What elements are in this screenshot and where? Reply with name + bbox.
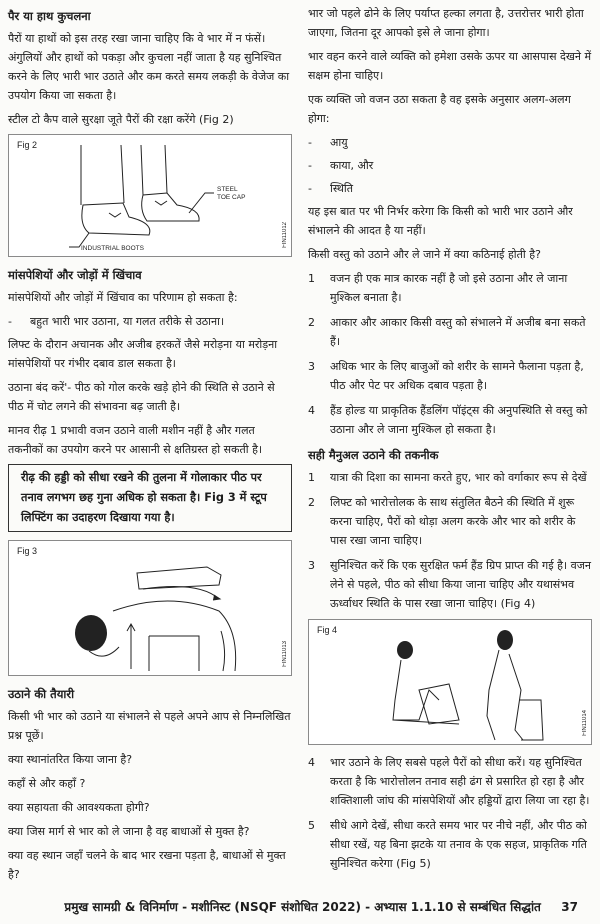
question: क्या स्थानांतरित किया जाना है? bbox=[8, 753, 133, 766]
para-crushing: पैरों या हाथों को इस तरह रखा जाना चाहिए कि वे भार में न फंसें। अंगुलियों और हाथों को पकड़ा और कुचला नहीं जाता है यह सुनिश्चित करने के लिए भारी भार उठाते और कम करते समय लकड़ी के वेजेज का उपयोग किया जा सकता है। bbox=[8, 32, 290, 102]
numbered-item: 3 अधिक भार के लिए बाजुओं को शरीर के सामने फैलाना पड़ता है, पीठ और पेट पर अधिक दबाव पड़ता है। bbox=[308, 360, 584, 392]
para-see: भार वहन करने वाले व्यक्ति को हमेशा उसके ऊपर या आसपास देखने में सक्षम होना चाहिए। bbox=[308, 50, 592, 82]
figure-label: Fig 4 bbox=[317, 625, 338, 635]
figure-code: FIN11013 bbox=[282, 641, 288, 667]
page-number: 37 bbox=[561, 900, 578, 914]
para-habit: यह इस बात पर भी निर्भर करेगा कि किसी को भारी भार उठाने और संभालने की आदत है या नहीं। bbox=[308, 205, 573, 237]
numbered-item: 1 वजन ही एक मात्र कारक नहीं है जो इसे उठाना और ले जाना मुश्किल बनाता है। bbox=[308, 272, 568, 304]
numbered-item: 3 सुनिश्चित करें कि एक सुरक्षित फर्म हैंड ग्रिप प्राप्त की गई है। वजन लेने से पहले, पीठ को सीधा किया जाना चाहिए और यथासंभव ऊर्ध्वाधर स्थिति के पास रखा जाना चाहिए। (Fig 4) bbox=[308, 559, 591, 610]
boots-illustration bbox=[9, 135, 291, 256]
figure-label: Fig 3 bbox=[17, 546, 38, 556]
para-twist: लिफ्ट के दौरान अचानक और अजीब हरकतें जैसे मरोड़ना या मरोड़ना मांसपेशियों पर गंभीर दबाव डाल सकता है। bbox=[8, 338, 278, 370]
numbered-item: 5 सीधे आगे देखें, सीधा करते समय भार पर नीचे नहीं, और पीठ को सीधा रखें, यह बिना झटके या तनाव के एक सहज, प्राकृतिक गति सुनिश्चित करेगा (Fig 5) bbox=[308, 819, 587, 870]
para-strain: मांसपेशियों और जोड़ों में खिंचाव का परिणाम हो सकता है: bbox=[8, 291, 238, 304]
footer-title: प्रमुख सामग्री & विनिर्माण - मशीनिस्ट (NSQF संशोधित 2022) - अभ्यास 1.1.10 से सम्बंधित सिद्धांत bbox=[64, 900, 541, 914]
figure-code: FIN11014 bbox=[582, 710, 588, 736]
list-item: - आयु bbox=[308, 136, 348, 149]
correct-lifting-illustration bbox=[309, 620, 591, 744]
para-vary: एक व्यक्ति जो वजन उठा सकता है वह इसके अनुसार अलग-अलग होगा: bbox=[308, 93, 571, 125]
page-footer bbox=[0, 889, 600, 924]
numbered-item: 2 आकार और आकार किसी वस्तु को संभालने में अजीब बना सकते हैं। bbox=[308, 316, 586, 348]
figure-3-stoop-lifting bbox=[8, 540, 292, 676]
numbered-item: 2 लिफ्ट को भारोत्तोलक के साथ संतुलित बैठने की स्थिति में शुरू करना चाहिए, पैरों को थोड़ा अलग करके और भार को शरीर के पास रखा जाना चाहिए। bbox=[308, 496, 576, 547]
figure-4-correct-lifting bbox=[308, 619, 592, 745]
para-difficulty: किसी वस्तु को उठाने और ले जाने में क्या कठिनाई होती है? bbox=[308, 248, 541, 261]
question: क्या वह स्थान जहाँ चलने के बाद भार रखना पड़ता है, बाधाओं से मुक्त है? bbox=[8, 849, 286, 881]
label-toe-cap: TOE CAP bbox=[217, 194, 246, 201]
stoop-lifting-illustration bbox=[9, 541, 291, 675]
numbered-item: 4 हैंड होल्ड या प्राकृतिक हैंडलिंग पॉइंट्स की अनुपस्थिति से वस्तु को उठाना और ले जाना मुश्किल हो सकता है। bbox=[308, 404, 588, 436]
para-stop: उठाना बंद करें'- पीठ को गोल करके खड़े होने की स्थिति से उठाने से पीठ में चोट लगने की संभावना बढ़ जाती है। bbox=[8, 381, 275, 413]
heading-preparation: उठाने की तैयारी bbox=[8, 687, 75, 701]
list-item: - स्थिति bbox=[308, 182, 354, 195]
question: क्या सहायता की आवश्यकता होगी? bbox=[8, 801, 150, 814]
list-item: - काया, और bbox=[308, 159, 374, 172]
figure-label: Fig 2 bbox=[17, 140, 38, 150]
heading-crushing: पैर या हाथ कुचलना bbox=[8, 9, 91, 23]
numbered-item: 1 यात्रा की दिशा का सामना करते हुए, भार को वर्गाकार रूप से देखें bbox=[308, 471, 587, 484]
para-preparation: किसी भी भार को उठाने या संभालने से पहले अपने आप से निम्नलिखित प्रश्न पूछें। bbox=[8, 710, 291, 742]
question: कहाँ से और कहाँ ? bbox=[8, 777, 86, 790]
right-column bbox=[308, 4, 592, 889]
heading-strain: मांसपेशियों और जोड़ों में खिंचाव bbox=[8, 268, 142, 282]
para-heavier: भार जो पहले ढोने के लिए पर्याप्त हल्का लगता है, उत्तरोत्तर भारी होता जाएगा, जितना दूर आपको इसे ले जाना होगा। bbox=[308, 7, 584, 39]
left-column bbox=[8, 4, 292, 889]
callout-box: रीढ़ की हड्डी को सीधा रखने की तुलना में गोलाकार पीठ पर तनाव लगभग छह गुना अधिक हो सकता है। Fig 3 में स्टूप लिफ्टिंग का उदाहरण दिखाया गया है। bbox=[8, 464, 292, 532]
question: क्या जिस मार्ग से भार को ले जाना है वह बाधाओं से मुक्त है? bbox=[8, 825, 250, 838]
label-industrial-boots: INDUSTRIAL BOOTS bbox=[81, 245, 144, 252]
numbered-item: 4 भार उठाने के लिए सबसे पहले पैरों को सीधा करें। यह सुनिश्चित करता है कि भारोत्तोलन तनाव सही ढंग से प्रसारित हो रहा है और शक्तिशाली जांघ की मांसपेशियों और हड्डियों द्वारा लिया जा रहा है। bbox=[308, 756, 590, 807]
label-steel: STEEL bbox=[217, 186, 238, 193]
list-item: - बहुत भारी भार उठाना, या गलत तरीके से उठाना। bbox=[8, 315, 225, 328]
figure-code: FIN11012 bbox=[282, 222, 288, 248]
figure-2-boots bbox=[8, 134, 292, 257]
para-steel-toe: स्टील टो कैप वाले सुरक्षा जूते पैरों की रक्षा करेंगे (Fig 2) bbox=[8, 113, 234, 126]
heading-technique: सही मैनुअल उठाने की तकनीक bbox=[308, 448, 439, 462]
para-spine: मानव रीढ़ 1 प्रभावी वजन उठाने वाली मशीन नहीं है और गलत तकनीकों का उपयोग करने पर आसानी से क्षतिग्रस्त हो सकती है। bbox=[8, 424, 263, 456]
